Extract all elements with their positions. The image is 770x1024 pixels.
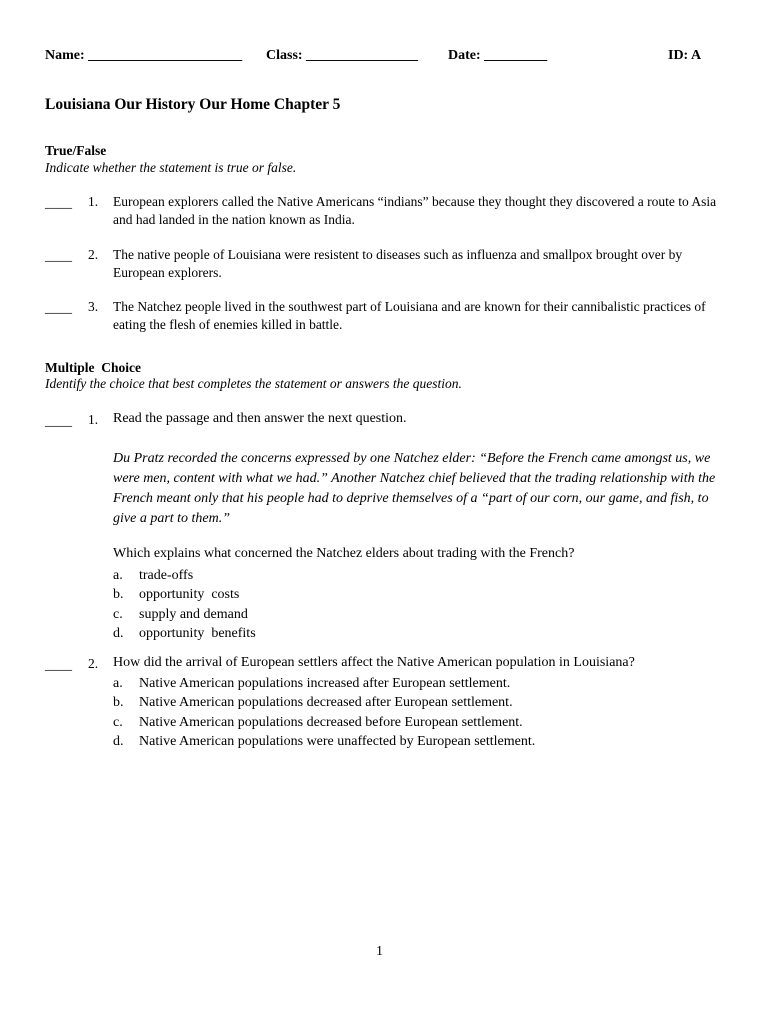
option-text: supply and demand: [139, 607, 248, 622]
tf-q2-number: 2.: [88, 247, 99, 262]
option-letter: d.: [113, 734, 124, 749]
option-text: Native American populations decreased before European settlement.: [139, 715, 523, 730]
mc-q2-number: 2.: [88, 656, 99, 671]
mc-q1-text: Read the passage and then answer the next question.: [113, 411, 407, 426]
option-text: trade-offs: [139, 568, 194, 583]
tf-q2-blank: ____: [45, 248, 72, 263]
multiple-choice-instructions: Identify the choice that best completes the statement or answers the question.: [45, 376, 462, 391]
option-letter: c.: [113, 607, 123, 622]
true-false-instructions: Indicate whether the statement is true or false.: [45, 160, 297, 175]
page-number: 1: [376, 944, 383, 959]
class-field: Class: ________________: [266, 48, 419, 63]
option-text: opportunity costs: [139, 587, 240, 602]
tf-q1-number: 1.: [88, 194, 99, 209]
mc-q1-number: 1.: [88, 412, 99, 427]
option-letter: a.: [113, 568, 123, 583]
tf-q1-blank: ____: [45, 195, 72, 210]
page-title: Louisiana Our History Our Home Chapter 5: [45, 96, 341, 113]
tf-q3-text: The Natchez people lived in the southwest part of Louisiana and are known for their cannibalistic practices of eating the flesh of enemies killed in battle.: [113, 299, 706, 332]
option-letter: d.: [113, 626, 124, 641]
option-letter: c.: [113, 715, 123, 730]
name-field: Name: ______________________: [45, 48, 243, 63]
option-text: Native American populations were unaffected by European settlement.: [139, 734, 536, 749]
tf-q3-number: 3.: [88, 299, 99, 314]
mc-q1-passage: Du Pratz recorded the concerns expressed by one Natchez elder: “Before the French came amongst us, we were men, content with what we had.” Another Natchez chief believed that the trading relationship with the French meant only that his people had to deprive themselves of a “part of our corn, our game, and fish, to give a part to them.”: [113, 451, 716, 526]
mc-q2-blank: ____: [45, 657, 72, 672]
tf-q2-text: The native people of Louisiana were resistent to diseases such as influenza and smallpox brought over by European explorers.: [113, 247, 683, 280]
option-text: Native American populations decreased after European settlement.: [139, 695, 513, 710]
option-letter: b.: [113, 695, 124, 710]
option-letter: b.: [113, 587, 124, 602]
tf-q3-blank: ____: [45, 300, 72, 315]
date-field: Date: _________: [448, 48, 548, 63]
mc-q1-stem: Which explains what concerned the Natchez elders about trading with the French?: [113, 546, 575, 561]
option-text: opportunity benefits: [139, 626, 256, 641]
mc-q1-blank: ____: [45, 413, 72, 428]
true-false-heading: True/False: [45, 143, 107, 158]
tf-q1-text: European explorers called the Native Americans “indians” because they thought they discovered a route to Asia and had landed in the nation known as India.: [113, 194, 717, 227]
mc-q2-text: How did the arrival of European settlers affect the Native American population in Louisiana?: [113, 655, 635, 670]
multiple-choice-heading: Multiple Choice: [45, 360, 141, 375]
test-id: ID: A: [668, 48, 702, 63]
option-letter: a.: [113, 676, 123, 691]
option-text: Native American populations increased after European settlement.: [139, 676, 511, 691]
